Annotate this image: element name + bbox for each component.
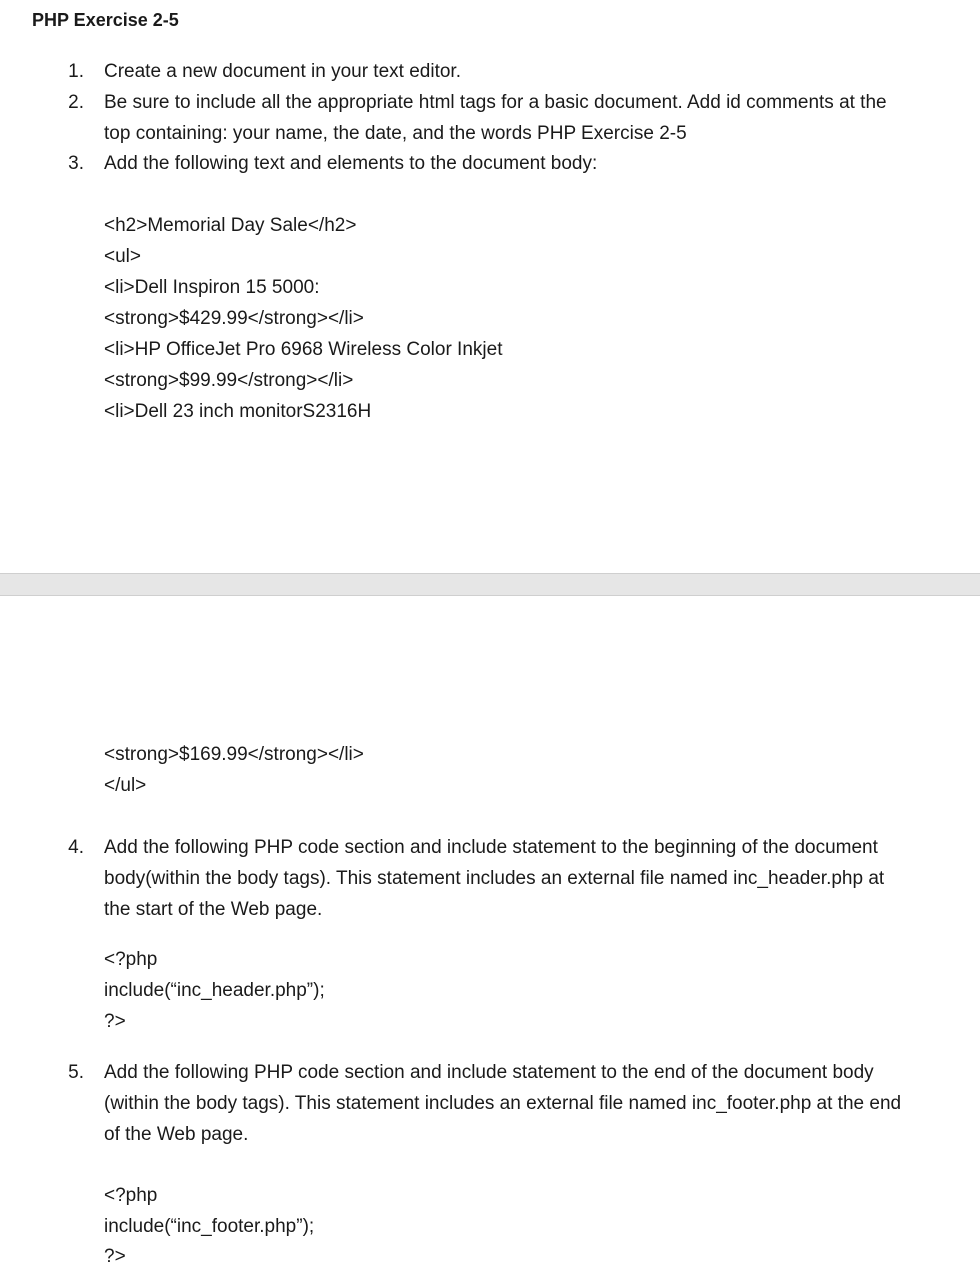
code-line: <li>HP OfficeJet Pro 6968 Wireless Color Inkjet: [104, 339, 503, 360]
step-1-number: 1.: [68, 61, 84, 82]
code-line: <strong>$429.99</strong></li>: [104, 308, 364, 329]
step-2-number: 2.: [68, 92, 84, 113]
step-4-number: 4.: [68, 837, 84, 858]
step-4-text-line-3: the start of the Web page.: [104, 899, 323, 920]
code-line: <ul>: [104, 246, 141, 267]
code-line: include(“inc_header.php”);: [104, 980, 325, 1001]
step-2-text-line-1: Be sure to include all the appropriate html tags for a basic document. Add id comments at the: [104, 92, 887, 113]
code-line: <li>Dell Inspiron 15 5000:: [104, 277, 320, 298]
step-5-text-line-2: (within the body tags). This statement includes an external file named inc_footer.php at the end: [104, 1093, 902, 1114]
code-line: <?php: [104, 949, 158, 970]
code-line: </ul>: [104, 775, 147, 796]
step-3-text: Add the following text and elements to the document body:: [104, 153, 598, 174]
step-2-text-line-2: top containing: your name, the date, and the words PHP Exercise 2-5: [104, 123, 687, 144]
page-title: PHP Exercise 2-5: [32, 10, 179, 30]
code-line: <strong>$99.99</strong></li>: [104, 370, 354, 391]
code-line: <h2>Memorial Day Sale</h2>: [104, 215, 357, 236]
code-line: <?php: [104, 1185, 158, 1206]
step-5-text-line-1: Add the following PHP code section and include statement to the end of the document body: [104, 1062, 874, 1083]
code-line: ?>: [104, 1246, 126, 1267]
code-line: <strong>$169.99</strong></li>: [104, 744, 364, 765]
step-1-text: Create a new document in your text editor.: [104, 61, 461, 82]
step-4-text-line-1: Add the following PHP code section and include statement to the beginning of the document: [104, 837, 878, 858]
page-break-separator: [0, 573, 980, 596]
step-4-text-line-2: body(within the body tags). This statement includes an external file named inc_header.php at: [104, 868, 885, 889]
step-3-number: 3.: [68, 153, 84, 174]
step-5-number: 5.: [68, 1062, 84, 1083]
code-line: <li>Dell 23 inch monitorS2316H: [104, 401, 372, 422]
code-line: ?>: [104, 1011, 126, 1032]
code-line: include(“inc_footer.php”);: [104, 1216, 315, 1237]
step-5-text-line-3: of the Web page.: [104, 1124, 249, 1145]
